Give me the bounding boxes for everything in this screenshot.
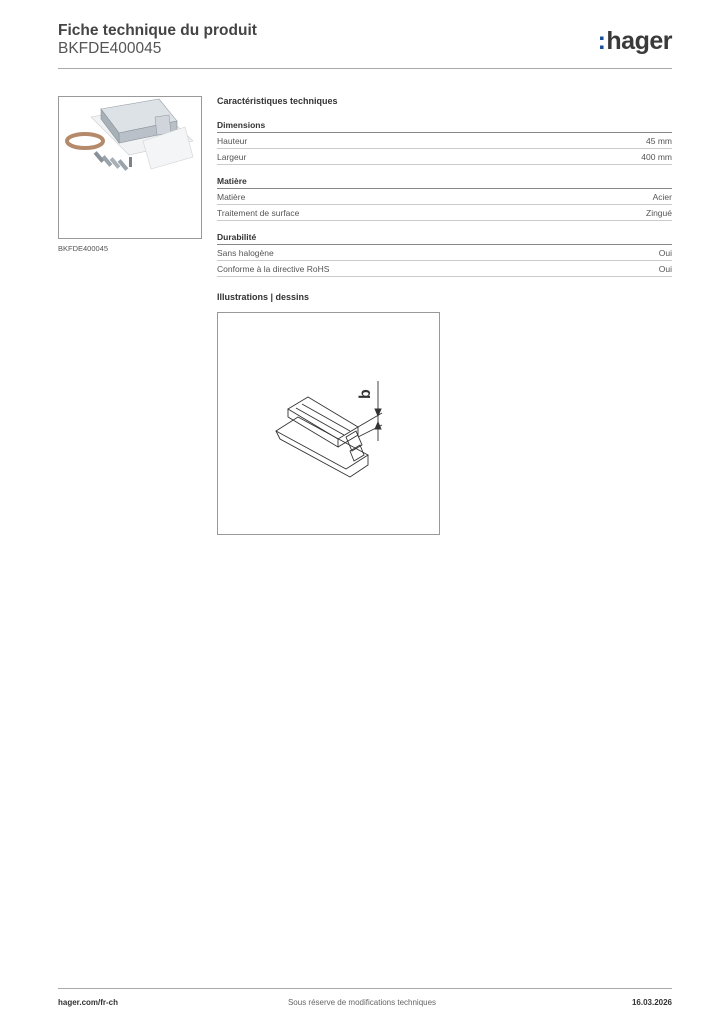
specs-title: Caractéristiques techniques — [217, 96, 338, 106]
spec-label: Traitement de surface — [217, 208, 300, 218]
spec-row — [217, 133, 672, 149]
spec-label: Hauteur — [217, 136, 248, 146]
dimension-drawing — [217, 312, 440, 535]
spec-group-material — [217, 176, 672, 221]
dimension-label: b — [357, 389, 374, 399]
footer-notice: Sous réserve de modifications techniques — [287, 998, 437, 1007]
spec-row — [217, 261, 672, 277]
dimension-drawing-icon — [218, 313, 439, 534]
footer-divider — [58, 988, 672, 989]
spec-row — [217, 189, 672, 205]
logo-colon-icon: : — [597, 27, 606, 55]
technical-specs — [217, 96, 672, 288]
spec-value: 45 mm — [646, 136, 672, 146]
photo-caption: BKFDE400045 — [58, 244, 109, 253]
product-photo-icon — [59, 97, 201, 238]
spec-group-title: Matière — [217, 176, 672, 189]
spec-label: Largeur — [217, 152, 247, 162]
spec-value: Oui — [658, 248, 672, 258]
spec-row — [217, 149, 672, 165]
spec-label: Matière — [217, 192, 246, 202]
spec-value: Oui — [658, 264, 672, 274]
spec-row — [217, 205, 672, 221]
spec-group-title: Dimensions — [217, 120, 672, 133]
footer-website[interactable]: hager.com/fr-ch — [58, 998, 119, 1007]
spec-group-dimensions — [217, 120, 672, 165]
hager-logo — [598, 27, 672, 56]
product-photo — [58, 96, 202, 239]
illustrations-title: Illustrations | dessins — [217, 292, 310, 302]
spec-value: Zingué — [646, 208, 672, 218]
spec-value: Acier — [652, 192, 672, 202]
footer-date: 16.03.2026 — [631, 998, 672, 1007]
product-reference: BKFDE400045 — [58, 40, 162, 57]
spec-group-title: Durabilité — [217, 232, 672, 245]
logo-text: hager — [606, 27, 672, 55]
spec-group-durability — [217, 232, 672, 277]
spec-label: Sans halogène — [217, 248, 274, 258]
spec-value: 400 mm — [641, 152, 672, 162]
spec-row — [217, 245, 672, 261]
page-title: Fiche technique du produit — [58, 22, 257, 39]
spec-label: Conforme à la directive RoHS — [217, 264, 330, 274]
header-divider — [58, 68, 672, 69]
